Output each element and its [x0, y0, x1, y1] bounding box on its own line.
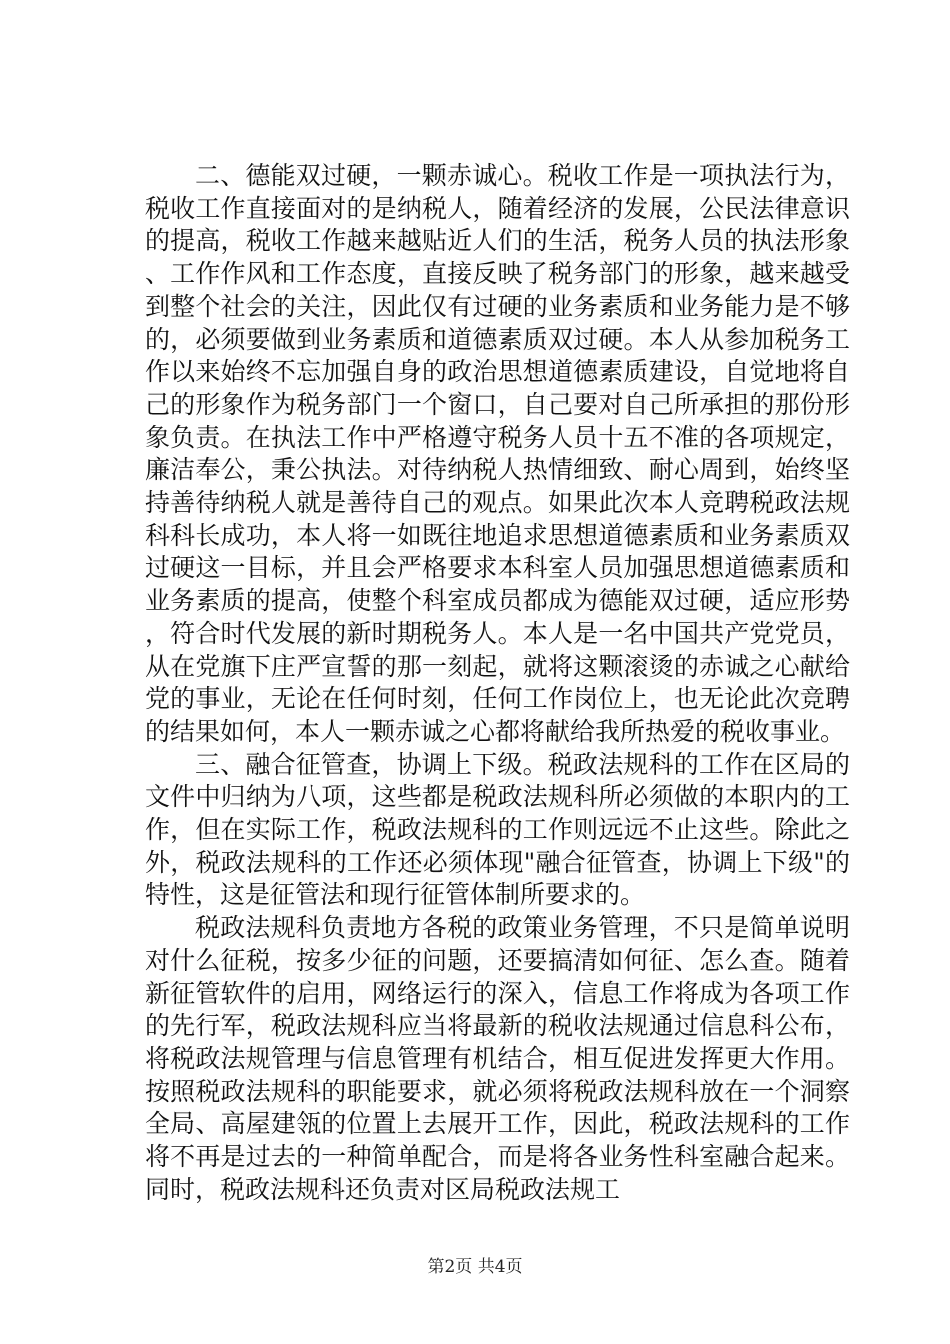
paragraph-integrate-collection: 三、融合征管查，协调上下级。税政法规科的工作在区局的文件中归纳为八项，这些都是税政法规科所必须做的本职内的工作，但在实际工作，税政法规科的工作则远远不止这些。除此之外，税政法规科的工作还必须体现"融合征管查，协调上下级"的特性，这是征管法和现行征管体制所要求的。: [145, 749, 850, 910]
paragraph-policy-management: 税政法规科负责地方各税的政策业务管理，不只是简单说明对什么征税，按多少征的问题，还要搞清如何征、怎么查。随着新征管软件的启用，网络运行的深入，信息工作将成为各项工作的先行军，税政法规科应当将最新的税收法规通过信息科公布，将税政法规管理与信息管理有机结合，相互促进发挥更大作用。按照税政法规科的职能要求，就必须将税政法规科放在一个洞察全局、高屋建瓴的位置上去展开工作，因此，税政法规科的工作将不再是过去的一种简单配合，而是将各业务性科室融合起来。同时，税政法规科还负责对区局税政法规工: [145, 913, 850, 1204]
page-number-footer: 第2页 共4页: [427, 1257, 523, 1277]
document-body: [145, 160, 850, 1207]
paragraph-moral-and-ability: 二、德能双过硬，一颗赤诚心。税收工作是一项执法行为，税收工作直接面对的是纳税人，随着经济的发展，公民法律意识的提高，税收工作越来越贴近人们的生活，税务人员的执法形象、工作作风和工作态度，直接反映了税务部门的形象，越来越受到整个社会的关注，因此仅有过硬的业务素质和业务能力是不够的，必须要做到业务素质和道德素质双过硬。本人从参加税务工作以来始终不忘加强自身的政治思想道德素质建设，自觉地将自己的形象作为税务部门一个窗口，自己要对自己所承担的那份形象负责。在执法工作中严格遵守税务人员十五不准的各项规定，廉洁奉公，秉公执法。对待纳税人热情细致、耐心周到，始终坚持善待纳税人就是善待自己的观点。如果此次本人竞聘税政法规科科长成功，本人将一如既往地追求思想道德素质和业务素质双过硬这一目标，并且会严格要求本科室人员加强思想道德素质和业务素质的提高，使整个科室成员都成为德能双过硬，适应形势，符合时代发展的新时期税务人。本人是一名中国共产党党员，从在党旗下庄严宣誓的那一刻起，就将这颗滚烫的赤诚之心献给党的事业，无论在任何时刻，任何工作岗位上，也无论此次竞聘的结果如何，本人一颗赤诚之心都将献给我所热爱的税收事业。: [145, 161, 850, 746]
